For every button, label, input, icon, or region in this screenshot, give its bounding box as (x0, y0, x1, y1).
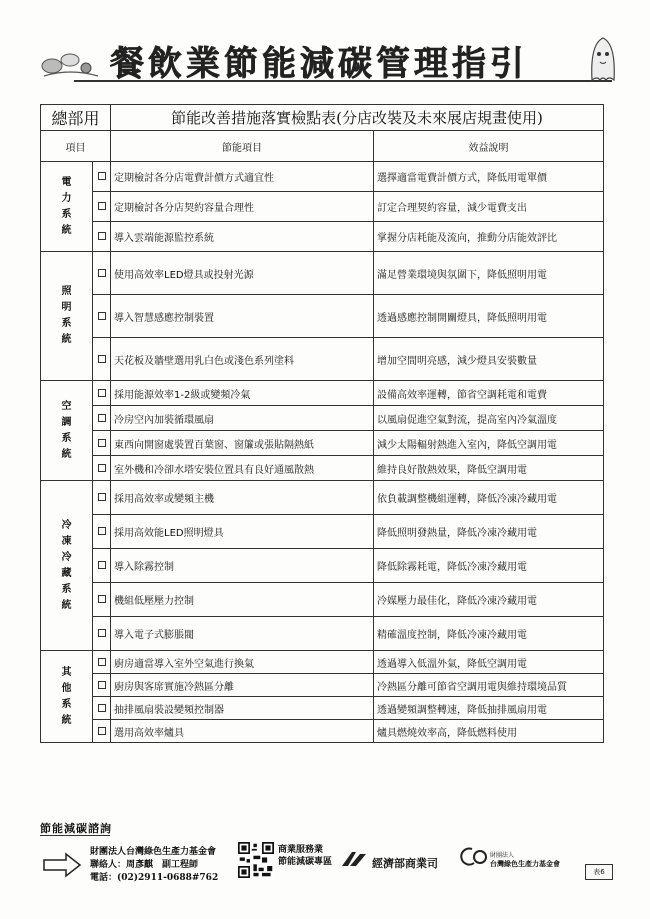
category-cell: 空 調 系 統 (41, 381, 93, 481)
contact-phone: 電話：(02)2911-0688#762 (90, 873, 219, 883)
page-title: 餐飲業節能減碳管理指引 (110, 44, 528, 84)
page-number: 表6 (585, 864, 613, 880)
measure-item: 導入電子式膨脹閥 (111, 617, 374, 651)
checklist-table (40, 104, 604, 743)
gpf-logo-icon (460, 846, 488, 868)
qr-code-icon[interactable] (238, 842, 274, 878)
table-row (41, 674, 604, 697)
table-row (41, 295, 604, 338)
table-row (41, 431, 604, 456)
consult-underline (40, 835, 110, 836)
org-name: 財團法人台灣綠色生產力基金會 (90, 847, 217, 857)
category-cell: 冷 凍 冷 藏 系 統 (41, 481, 93, 651)
moea-logo-icon (340, 850, 368, 868)
contact-info (90, 846, 218, 885)
checkbox-cell (93, 481, 111, 515)
checkbox[interactable] (98, 681, 106, 689)
gpf-line-1: 財團法人 (490, 852, 515, 859)
checkbox[interactable] (98, 527, 106, 535)
column-header-row (41, 131, 604, 162)
benefit-description: 滿足營業環境與氛圍下，降低照明用電 (374, 252, 604, 295)
measure-item: 機組低壓壓力控制 (111, 583, 374, 617)
checkbox-cell (93, 617, 111, 651)
gpf-line-2: 台灣綠色生產力基金會 (490, 860, 560, 868)
benefit-description: 掌握分店耗能及流向，推動分店能效評比 (374, 222, 604, 252)
measure-item: 冷房空內加裝循環風扇 (111, 406, 374, 431)
table-row (41, 456, 604, 481)
measure-item: 導入智慧感應控制裝置 (111, 295, 374, 338)
table-row (41, 162, 604, 192)
checkbox-cell (93, 295, 111, 338)
checkbox[interactable] (98, 312, 106, 320)
checkbox-cell (93, 720, 111, 743)
table-row (41, 515, 604, 549)
checkbox[interactable] (98, 172, 106, 180)
measure-item: 導入雲端能源監控系統 (111, 222, 374, 252)
category-cell: 照 明 系 統 (41, 252, 93, 381)
benefit-description: 冷熱區分離可節省空調用電與維持環境品質 (374, 674, 604, 697)
benefit-description: 以風扇促進空氣對流，提高室內冷氣溫度 (374, 406, 604, 431)
checkbox-cell (93, 431, 111, 456)
benefit-description: 透過導入低溫外氣，降低空調用電 (374, 651, 604, 674)
measure-item: 採用能源效率1-2級或變頻冷氣 (111, 381, 374, 406)
business-line-2: 節能減碳專區 (278, 857, 333, 867)
checkbox[interactable] (98, 629, 106, 637)
benefit-description: 訂定合理契約容量，減少電費支出 (374, 192, 604, 222)
benefit-description: 降低照明發熱量，降低冷凍冷藏用電 (374, 515, 604, 549)
header-category: 項目 (41, 131, 111, 162)
checkbox[interactable] (98, 439, 106, 447)
benefit-description: 透過感應控制開關燈具，降低照明用電 (374, 295, 604, 338)
benefit-description: 增加空間明亮感，減少燈具安裝數量 (374, 338, 604, 381)
measure-item: 天花板及牆壁選用乳白色或淺色系列塗料 (111, 338, 374, 381)
measure-item: 東西向開窗處裝置百葉窗、窗簾或張貼隔熱紙 (111, 431, 374, 456)
checkbox-cell (93, 583, 111, 617)
arrow-right-icon (42, 852, 82, 878)
checkbox-cell (93, 192, 111, 222)
checkbox[interactable] (98, 202, 106, 210)
measure-item: 抽排風扇裝設變頻控制器 (111, 697, 374, 720)
measure-item: 使用高效率LED燈具或投射光源 (111, 252, 374, 295)
category-cell: 其 他 系 統 (41, 651, 93, 743)
checkbox[interactable] (98, 704, 106, 712)
table-title: 節能改善措施落實檢點表(分店改裝及未來展店規畫使用) (111, 105, 604, 131)
moea-name: 經濟部商業司 (372, 857, 438, 870)
title-banner (40, 30, 620, 92)
title-underline (74, 80, 612, 82)
table-title-row (41, 105, 604, 131)
checkbox[interactable] (98, 464, 106, 472)
category-cell: 電 力 系 統 (41, 162, 93, 252)
measure-item: 定期檢討各分店契約容量合理性 (111, 192, 374, 222)
checkbox-cell (93, 456, 111, 481)
checkbox[interactable] (98, 493, 106, 501)
checkbox-cell (93, 222, 111, 252)
checkbox-cell (93, 697, 111, 720)
measure-item: 採用高效能LED照明燈具 (111, 515, 374, 549)
checkbox[interactable] (98, 561, 106, 569)
benefit-description: 依負載調整機組運轉，降低冷凍冷藏用電 (374, 481, 604, 515)
checkbox[interactable] (98, 727, 106, 735)
measure-item: 選用高效率爐具 (111, 720, 374, 743)
benefit-description: 透過變頻調整轉速，降低抽排風扇用電 (374, 697, 604, 720)
benefit-description: 維持良好散熱效果，降低空調用電 (374, 456, 604, 481)
benefit-description: 設備高效率運轉，節省空調耗電和電費 (374, 381, 604, 406)
table-row (41, 549, 604, 583)
checkbox-cell (93, 381, 111, 406)
table-row (41, 406, 604, 431)
table-row (41, 252, 604, 295)
measure-item: 廚房與客席實施冷熱區分離 (111, 674, 374, 697)
benefit-description: 減少太陽輻射熱進入室內，降低空調用電 (374, 431, 604, 456)
header-item: 節能項目 (111, 131, 374, 162)
checkbox[interactable] (98, 389, 106, 397)
business-line-1: 商業服務業 (278, 845, 324, 855)
table-row (41, 381, 604, 406)
table-row (41, 697, 604, 720)
header-benefit: 效益說明 (374, 131, 604, 162)
benefit-description: 選擇適當電費計價方式，降低用電單價 (374, 162, 604, 192)
table-row (41, 583, 604, 617)
measure-item: 導入除霧控制 (111, 549, 374, 583)
checkbox[interactable] (98, 269, 106, 277)
checkbox-cell (93, 674, 111, 697)
measure-item: 室外機和冷卻水塔安裝位置具有良好通風散熱 (111, 456, 374, 481)
checkbox-cell (93, 549, 111, 583)
table-row (41, 481, 604, 515)
checkbox[interactable] (98, 232, 106, 240)
footer (40, 820, 620, 910)
checkbox-cell (93, 651, 111, 674)
contact-person: 聯絡人：周彥麒 副工程師 (90, 860, 199, 870)
checkbox[interactable] (98, 414, 106, 422)
table-row (41, 338, 604, 381)
department-label: 總部用 (41, 105, 111, 131)
measure-item: 採用高效率或變頻主機 (111, 481, 374, 515)
benefit-description: 精確溫度控制，降低冷凍冷藏用電 (374, 617, 604, 651)
checkbox[interactable] (98, 595, 106, 603)
table-row (41, 192, 604, 222)
table-row (41, 617, 604, 651)
table-row (41, 222, 604, 252)
business-zone-label (278, 844, 332, 868)
checkbox[interactable] (98, 658, 106, 666)
ghost-mascot-icon (586, 32, 620, 84)
checkbox-cell (93, 406, 111, 431)
benefit-description: 爐具燃燒效率高，降低燃料使用 (374, 720, 604, 743)
measure-item: 定期檢討各分店電費計價方式適宜性 (111, 162, 374, 192)
checkbox-cell (93, 338, 111, 381)
benefit-description: 降低除霧耗電，降低冷凍冷藏用電 (374, 549, 604, 583)
benefit-description: 冷媒壓力最佳化，降低冷凍冷藏用電 (374, 583, 604, 617)
consult-label: 節能減碳諮詢 (40, 822, 112, 835)
checkbox[interactable] (98, 355, 106, 363)
table-row (41, 651, 604, 674)
checkbox-cell (93, 252, 111, 295)
checkbox-cell (93, 162, 111, 192)
leaf-decoration-icon (40, 42, 100, 82)
gpf-name (490, 852, 560, 868)
measure-item: 廚房適當導入室外空氣進行換氣 (111, 651, 374, 674)
table-row (41, 720, 604, 743)
checkbox-cell (93, 515, 111, 549)
